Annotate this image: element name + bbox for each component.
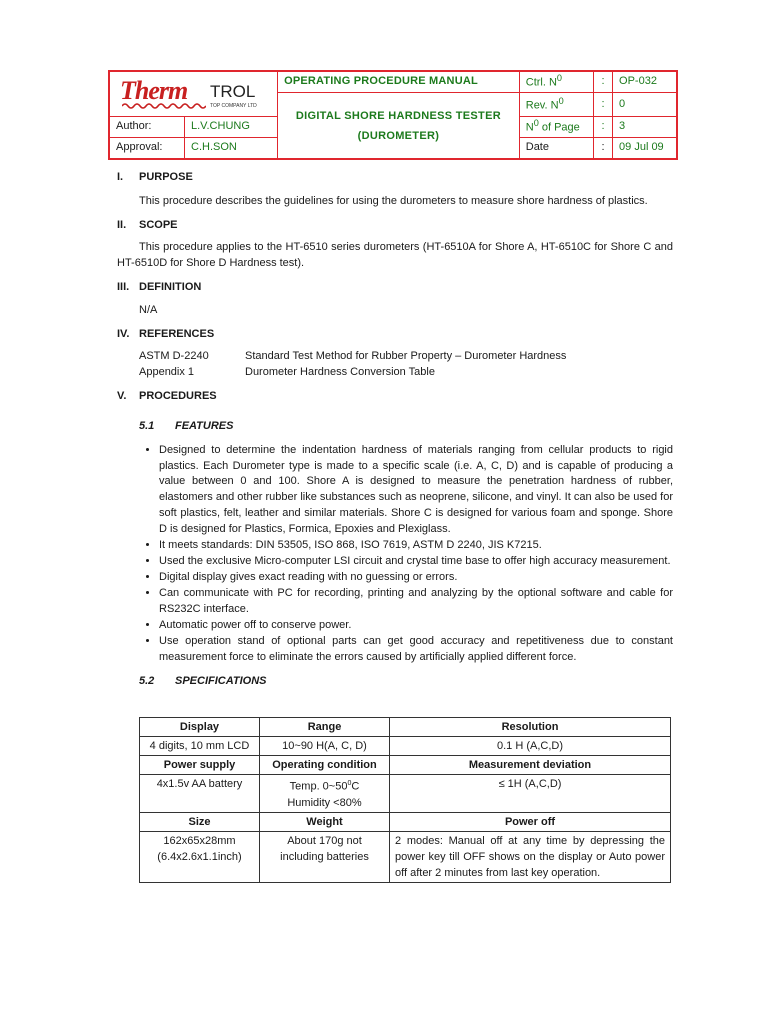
ctrl-no-label: Ctrl. $N^0$ bbox=[519, 71, 593, 93]
document-body bbox=[117, 170, 673, 690]
page-no-value: 3 bbox=[613, 117, 677, 138]
thermtrol-logo bbox=[114, 76, 264, 112]
logo-cell bbox=[109, 71, 278, 117]
manual-title: OPERATING PROCEDURE MANUAL bbox=[278, 71, 520, 93]
purpose-text: This procedure describes the guidelines for using the durometers to measure shore hardness of plastics. bbox=[139, 195, 648, 207]
definition-text: N/A bbox=[139, 303, 158, 316]
table-cell: 0.1 H (A,C,D) bbox=[390, 737, 671, 756]
date-value: 09 Jul 09 bbox=[613, 138, 677, 160]
table-header: Operating condition bbox=[260, 756, 390, 775]
features-list bbox=[117, 443, 673, 666]
section-references-heading: IV. REFERENCES bbox=[117, 327, 215, 340]
table-header: Weight bbox=[260, 812, 390, 831]
section-definition-heading: III. DEFINITION bbox=[117, 280, 202, 293]
author-value: L.V.CHUNG bbox=[185, 117, 278, 138]
table-row bbox=[140, 756, 671, 775]
reference-item bbox=[139, 349, 673, 365]
title-line-1: DIGITAL SHORE HARDNESS TESTER bbox=[295, 109, 501, 122]
table-cell: ≤ 1H (A,C,D) bbox=[390, 775, 671, 813]
section-scope-heading: II. SCOPE bbox=[117, 218, 178, 231]
page-no-label: $N^0$ of Page bbox=[519, 117, 593, 138]
table-row bbox=[140, 775, 671, 813]
reference-desc: Durometer Hardness Conversion Table bbox=[245, 365, 435, 378]
ctrl-no-colon: : bbox=[594, 71, 613, 93]
title-line-2: (DUROMETER) bbox=[357, 129, 440, 142]
list-item: • Used the exclusive Micro-computer LSI circuit and crystal time base to offer high accuracy measurement. bbox=[159, 554, 673, 570]
reference-desc: Standard Test Method for Rubber Property – Durometer Hardness bbox=[245, 349, 567, 362]
table-row bbox=[140, 831, 671, 882]
document-header bbox=[108, 70, 678, 160]
author-label: Author: bbox=[109, 117, 185, 138]
page-no-colon: : bbox=[594, 117, 613, 138]
table-cell: 162x65x28mm (6.4x2.6x1.1inch) bbox=[140, 831, 260, 882]
reference-code: Appendix 1 bbox=[139, 365, 195, 378]
table-header: Measurement deviation bbox=[390, 756, 671, 775]
table-cell: Temp. $0\sim 50^0C$ Humidity <80% bbox=[260, 775, 390, 813]
table-header: Power supply bbox=[140, 756, 260, 775]
table-header: Size bbox=[140, 812, 260, 831]
logo-text-trol: TROL bbox=[210, 82, 256, 101]
logo-text-therm: Therm bbox=[120, 76, 188, 105]
scope-text: This procedure applies to the HT-6510 series durometers (HT-6510A for Shore A, HT-6510C for Shore C and HT-6510D for Shore D Hardness test). bbox=[117, 240, 673, 269]
specifications-table bbox=[139, 717, 671, 883]
list-item: • Can communicate with PC for recording, printing and analyzing by the optional software and cable for RS232C interface. bbox=[159, 586, 673, 618]
reference-item bbox=[139, 365, 673, 381]
table-header: Resolution bbox=[390, 718, 671, 737]
section-procedures-heading: V. PROCEDURES bbox=[117, 389, 217, 402]
section-purpose-heading: I. PURPOSE bbox=[117, 171, 193, 183]
table-row bbox=[140, 812, 671, 831]
logo-wave-icon bbox=[122, 102, 206, 110]
table-cell: 2 modes: Manual off at any time by depressing the power key till OFF shows on the display or Auto power off after 2 minutes from last key operation. bbox=[390, 831, 671, 882]
approval-value: C.H.SON bbox=[185, 138, 278, 160]
list-item: • Digital display gives exact reading with no guessing or errors. bbox=[159, 570, 673, 586]
document-title bbox=[278, 93, 520, 160]
rev-no-value: 0 bbox=[613, 93, 677, 117]
approval-label: Approval: bbox=[109, 138, 185, 160]
list-item: • It meets standards: DIN 53505, ISO 868, ISO 7619, ASTM D 2240, JIS K7215. bbox=[159, 538, 673, 554]
rev-no-label: Rev. $N^0$ bbox=[519, 93, 593, 117]
table-row bbox=[140, 718, 671, 737]
specifications-heading: 5.2 SPECIFICATIONS bbox=[139, 674, 267, 687]
rev-no-colon: : bbox=[594, 93, 613, 117]
reference-code: ASTM D-2240 bbox=[139, 349, 209, 362]
table-cell: 10~90 H(A, C, D) bbox=[260, 737, 390, 756]
table-cell: 4x1.5v AA battery bbox=[140, 775, 260, 813]
date-colon: : bbox=[594, 138, 613, 160]
table-header: Range bbox=[260, 718, 390, 737]
list-item: • Use operation stand of optional parts can get good accuracy and repetitiveness due to constant measurement force to eliminate the errors caused by artificially applied different force. bbox=[159, 634, 673, 666]
logo-tagline: TOP COMPANY LTD bbox=[210, 103, 257, 109]
table-cell: About 170g not including batteries bbox=[260, 831, 390, 882]
list-item: • Automatic power off to conserve power. bbox=[159, 618, 673, 634]
table-row bbox=[140, 737, 671, 756]
features-heading: 5.1 FEATURES bbox=[139, 419, 234, 432]
table-header: Power off bbox=[390, 812, 671, 831]
ctrl-no-value: OP-032 bbox=[613, 71, 677, 93]
references-list bbox=[139, 349, 673, 381]
date-label: Date bbox=[519, 138, 593, 160]
list-item: • Designed to determine the indentation hardness of materials ranging from cellular products to rigid plastics. Each Durometer type is made to a specific scale (i.e. A, C, D) and is capable of producing a value between 0 and 100. Shore A is designed to measure the penetration hardness of rubber, elastomers and other rubber like substances such as neoprene, silicone, and vinyl. It can also be used for soft plastics, felt, leather and similar materials. Shore C is designed for various foam and sponge. Shore D is designed for Plastics, Formica, Epoxies and Plexiglass. bbox=[159, 443, 673, 539]
table-header: Display bbox=[140, 718, 260, 737]
table-cell: 4 digits, 10 mm LCD bbox=[140, 737, 260, 756]
